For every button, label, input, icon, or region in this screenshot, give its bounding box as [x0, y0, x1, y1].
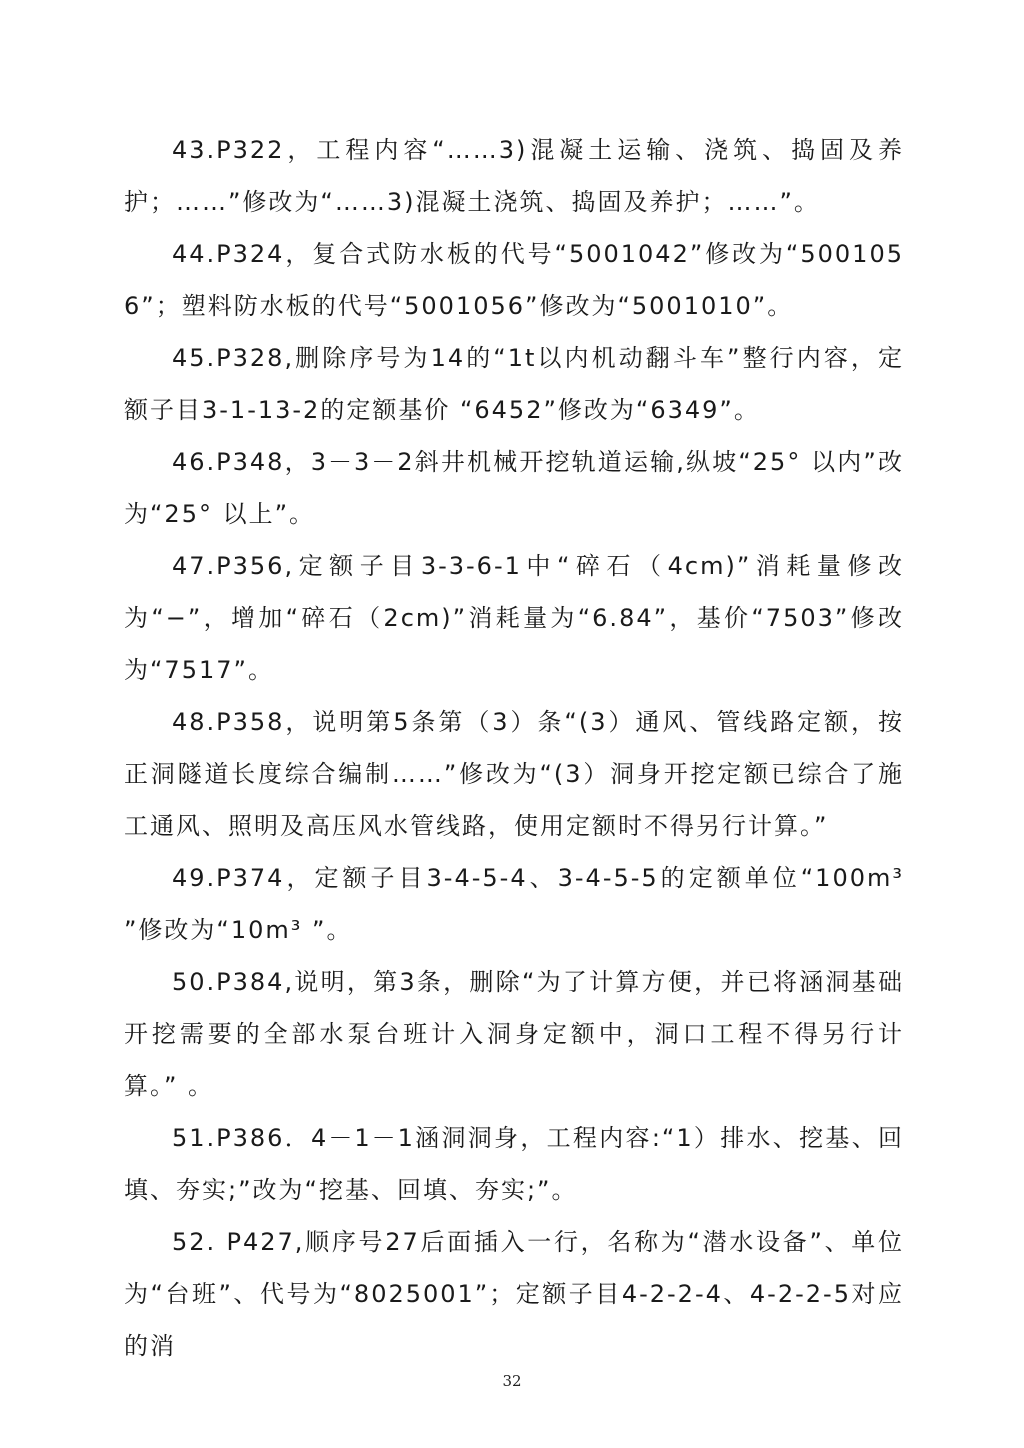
paragraph-item-49: 49.P374，定额子目3-4-5-4、3-4-5-5的定额单位“100m³ ”修改为“10m³ ”。 — [124, 864, 904, 944]
paragraph-item-47: 47.P356,定额子目3-3-6-1中“碎石（4cm)”消耗量修改为“−”，增加“碎石（2cm)”消耗量为“6.84”，基价“7503”修改为“7517”。 — [124, 552, 904, 684]
document-body — [124, 124, 904, 1372]
paragraph-item-45: 45.P328,删除序号为14的“1t以内机动翻斗车”整行内容，定额子目3-1-13-2的定额基价 “6452”修改为“6349”。 — [124, 344, 904, 424]
paragraph-item-46: 46.P348，3－3－2斜井机械开挖轨道运输,纵坡“25° 以内”改为“25° 以上”。 — [124, 448, 904, 528]
paragraph-item-51: 51.P386．4－1－1涵洞洞身，工程内容:“1）排水、挖基、回填、夯实;”改为“挖基、回填、夯实;”。 — [124, 1124, 904, 1204]
paragraph-item-44: 44.P324，复合式防水板的代号“5001042”修改为“5001056”；塑料防水板的代号“5001056”修改为“5001010”。 — [124, 240, 904, 320]
page-number: 32 — [502, 1372, 522, 1390]
paragraph-item-52: 52. P427,顺序号27后面插入一行，名称为“潜水设备”、单位为“台班”、代号为“8025001”；定额子目4-2-2-4、4-2-2-5对应的消 — [124, 1228, 904, 1360]
paragraph-item-43: 43.P322，工程内容“……3)混凝土运输、浇筑、捣固及养护；……”修改为“……3)混凝土浇筑、捣固及养护；……”。 — [124, 136, 904, 216]
paragraph-item-50: 50.P384,说明，第3条，删除“为了计算方便，并已将涵洞基础开挖需要的全部水泵台班计入洞身定额中，洞口工程不得另行计算。” 。 — [124, 968, 904, 1100]
paragraph-item-48: 48.P358，说明第5条第（3）条“(3）通风、管线路定额，按正洞隧道长度综合编制……”修改为“(3）洞身开挖定额已综合了施工通风、照明及高压风水管线路，使用定额时不得另行计算。” — [124, 708, 904, 840]
